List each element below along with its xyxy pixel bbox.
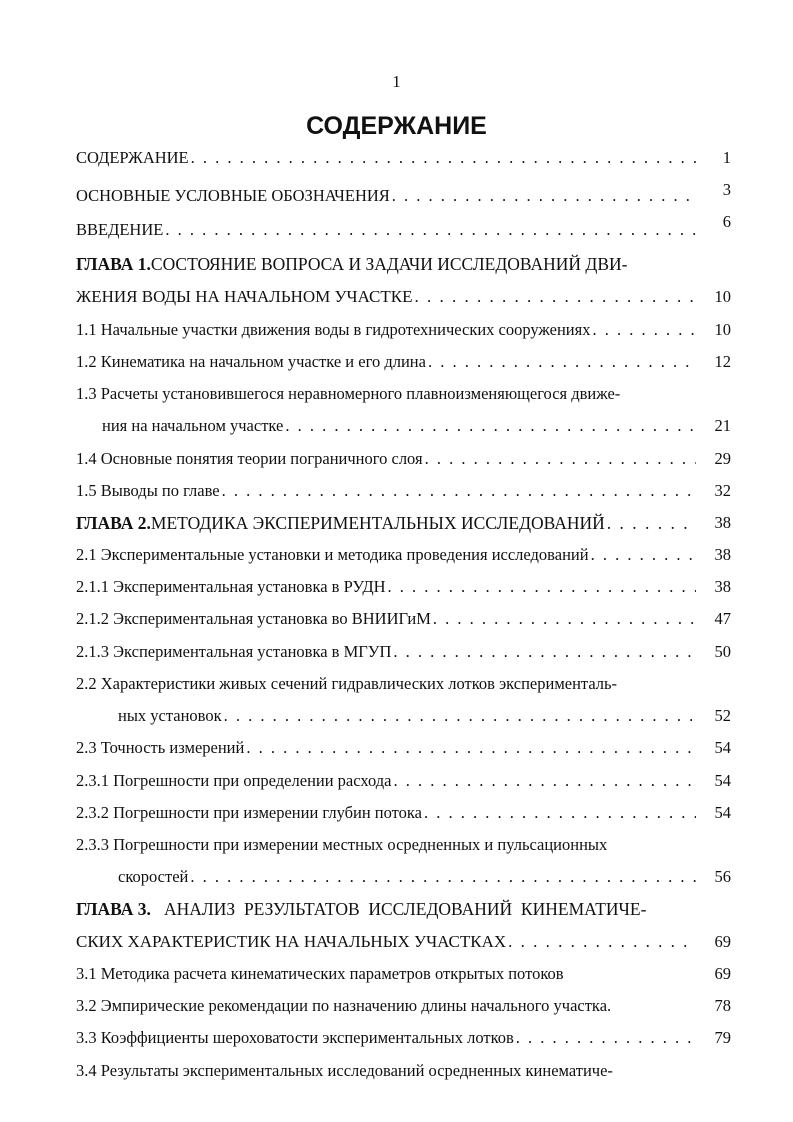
toc-entry-continuation (76, 932, 696, 954)
toc-entry (76, 1061, 696, 1083)
chapter-label: ГЛАВА 2. (76, 513, 151, 533)
toc-entry-page: 54 (714, 738, 731, 757)
toc-entry-cont: скоростей (118, 867, 189, 886)
toc-entry-cont: ЖЕНИЯ ВОДЫ НА НАЧАЛЬНОМ УЧАСТКЕ (76, 287, 413, 306)
toc-entry (76, 320, 696, 342)
toc-entry-text: 1.3 Расчеты установившегося неравномерного плавноизменяющегося движе- (76, 384, 621, 403)
toc-entry (76, 771, 696, 793)
toc-chapter-heading (76, 899, 696, 921)
toc-entry-text: 2.3.2 Погрешности при измерении глубин потока (76, 803, 422, 822)
toc-entry-text: ОСНОВНЫЕ УСЛОВНЫЕ ОБОЗНАЧЕНИЯ (76, 186, 390, 205)
toc-entry-text: 3.4 Результаты экспериментальных исследований осредненных кинематиче- (76, 1061, 613, 1080)
toc-entry-page: 10 (714, 287, 731, 306)
toc-entry (76, 674, 696, 696)
toc-entry-text: 2.3 Точность измерений (76, 738, 245, 757)
toc-entry-text: 2.1.1 Экспериментальная установка в РУДН (76, 577, 386, 596)
toc-entry-text: 2.1.3 Экспериментальная установка в МГУП (76, 642, 392, 661)
toc-entry (76, 803, 696, 825)
toc-entry-text: 3.2 Эмпирические рекомендации по назначению длины начального участка. (76, 996, 612, 1015)
toc-entry-cont: ния на начальном участке (102, 416, 284, 435)
toc-entry-page: 38 (714, 577, 731, 596)
toc-entry (76, 642, 696, 664)
toc-entry-page: 32 (714, 481, 731, 500)
toc-entry-text: 2.3.1 Погрешности при определении расхода (76, 771, 392, 790)
toc-entry-page: 6 (722, 212, 731, 231)
toc-entry (76, 835, 696, 857)
toc-entry-continuation (102, 416, 696, 438)
page-title: СОДЕРЖАНИЕ (306, 112, 487, 140)
toc-entry-page: 52 (714, 706, 731, 725)
toc-entry-text: 2.1 Экспериментальные установки и методика проведения исследований (76, 545, 589, 564)
toc-entry-page: 54 (714, 803, 731, 822)
toc-entry-text: 1.1 Начальные участки движения воды в гидротехнических сооружениях (76, 320, 591, 339)
toc-entry-page: 79 (714, 1028, 731, 1047)
toc-entry (76, 609, 696, 631)
toc-entry-page: 69 (714, 932, 731, 951)
toc-entry-text: МЕТОДИКА ЭКСПЕРИМЕНТАЛЬНЫХ ИССЛЕДОВАНИЙ (150, 513, 605, 533)
toc-entry-page: 50 (714, 642, 731, 661)
toc-entry-page: 12 (714, 352, 731, 371)
toc-chapter-heading (76, 254, 696, 276)
chapter-label: ГЛАВА 3. (76, 899, 151, 919)
toc-entry-page: 38 (714, 545, 731, 564)
toc-entry-text: 3.3 Коэффициенты шероховатости экспериментальных лотков (76, 1028, 514, 1047)
toc-entry-page: 38 (714, 513, 731, 532)
toc-entry-text: 2.1.2 Экспериментальная установка во ВНИИГиМ (76, 609, 431, 628)
toc-entry-page: 78 (714, 996, 731, 1015)
toc-entry-page: 10 (714, 320, 731, 339)
toc-entry (76, 1028, 696, 1050)
toc-chapter-heading (76, 513, 696, 535)
toc-entry (76, 964, 696, 986)
toc-entry-page: 3 (722, 180, 731, 199)
toc-entry (76, 738, 696, 760)
toc-entry-continuation (118, 867, 696, 889)
toc-entry (76, 186, 696, 208)
toc-entry-page: 56 (714, 867, 731, 886)
page-number: 1 (392, 72, 401, 91)
toc-entry (76, 449, 696, 471)
toc-entry-page: 69 (714, 964, 731, 983)
toc-entry (76, 481, 696, 503)
toc-entry-text: 1.5 Выводы по главе (76, 481, 220, 500)
toc-entry-page: 21 (714, 416, 731, 435)
toc-entry-text: ВВЕДЕНИЕ (76, 220, 164, 239)
toc-entry-page: 54 (714, 771, 731, 790)
toc-entry-text: 1.2 Кинематика на начальном участке и его длина (76, 352, 426, 371)
toc-entry-cont: СКИХ ХАРАКТЕРИСТИК НА НАЧАЛЬНЫХ УЧАСТКАХ (76, 932, 507, 951)
toc-entry-continuation (118, 706, 696, 728)
chapter-label: ГЛАВА 1. (76, 254, 151, 274)
toc-entry-text: 2.3.3 Погрешности при измерении местных осредненных и пульсационных (76, 835, 608, 854)
toc-entry-text: 2.2 Характеристики живых сечений гидравлических лотков эксперименталь- (76, 674, 618, 693)
toc-entry (76, 577, 696, 599)
toc-entry-text: 3.1 Методика расчета кинематических параметров открытых потоков (76, 964, 564, 983)
toc-entry-page: 1 (722, 148, 731, 167)
toc-entry-page: 29 (714, 449, 731, 468)
toc-entry (76, 996, 696, 1018)
toc-entry (76, 148, 696, 170)
toc-entry-cont: ных установок (118, 706, 222, 725)
toc-entry (76, 545, 696, 567)
toc-entry-continuation (76, 287, 696, 309)
toc-entry-page: 47 (714, 609, 731, 628)
toc-entry-text: АНАЛИЗ РЕЗУЛЬТАТОВ ИССЛЕДОВАНИЙ КИНЕМАТИЧЕ- (150, 899, 647, 919)
toc-entry (76, 384, 696, 406)
toc-entry-text: СОСТОЯНИЕ ВОПРОСА И ЗАДАЧИ ИССЛЕДОВАНИЙ ДВИ- (150, 254, 628, 274)
toc-entry-text: 1.4 Основные понятия теории пограничного слоя (76, 449, 423, 468)
toc-entry (76, 352, 696, 374)
toc-entry-text: СОДЕРЖАНИЕ (76, 148, 189, 167)
toc-entry (76, 220, 696, 242)
